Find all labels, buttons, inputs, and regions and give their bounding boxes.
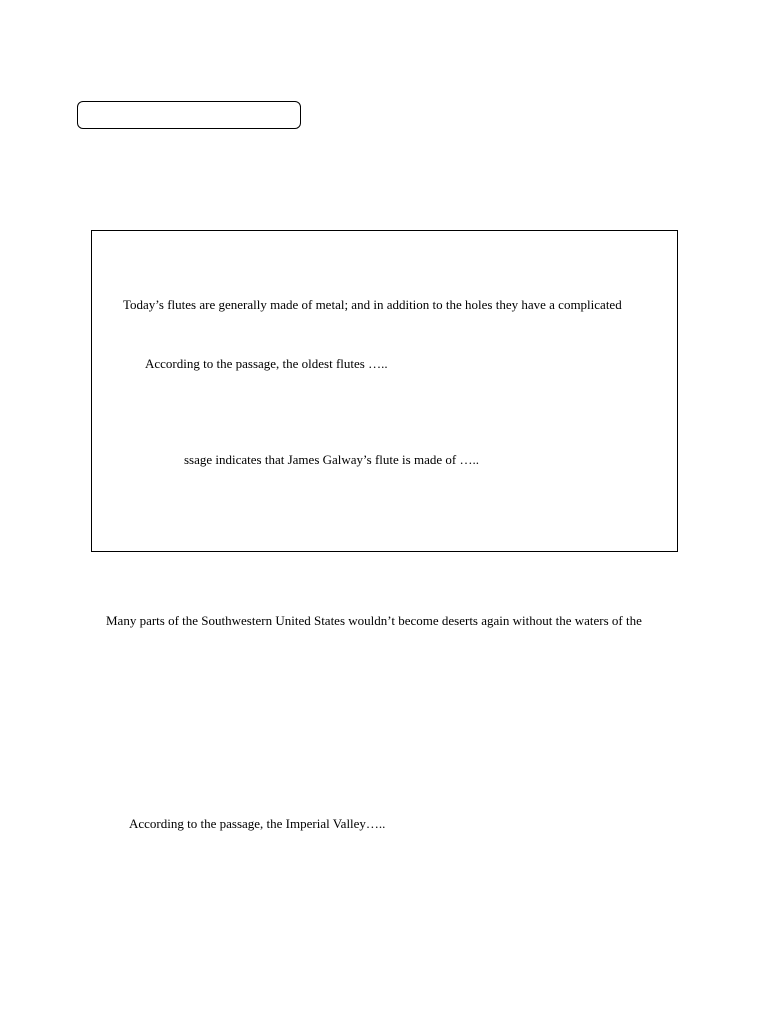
passage-box [91,230,678,552]
header-box [77,101,301,129]
question-oldest-flutes: According to the passage, the oldest flutes ….. [145,356,388,371]
passage-text: Many parts of the Southwestern United States wouldn’t become deserts again without the waters of the [106,613,642,628]
question-imperial-valley: According to the passage, the Imperial Valley….. [129,816,386,831]
question-galway-flute: ssage indicates that James Galway’s flute is made of ….. [184,452,479,467]
passage-text: Today’s flutes are generally made of metal; and in addition to the holes they have a complicated [123,297,622,312]
